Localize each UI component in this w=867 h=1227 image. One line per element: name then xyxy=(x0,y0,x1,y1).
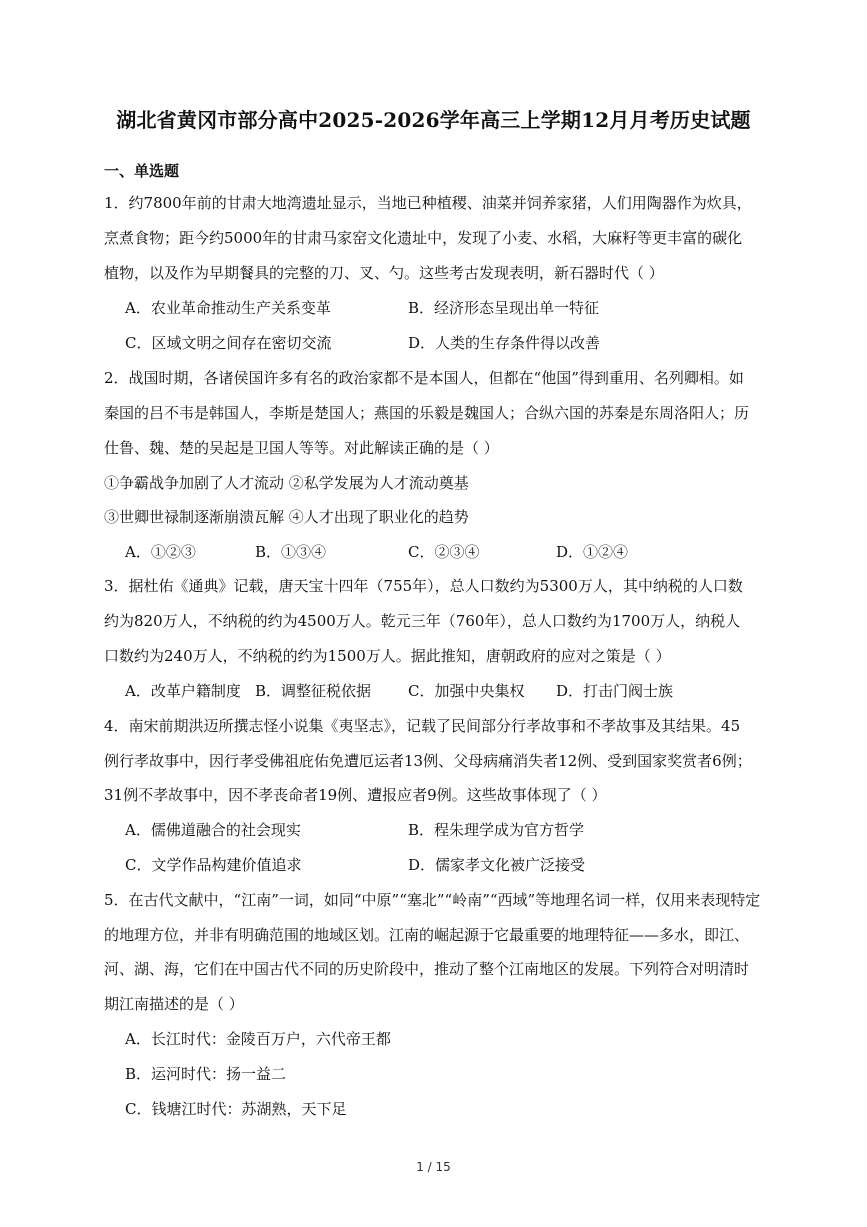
q3-option-b: B．调整征税依据 xyxy=(255,682,372,700)
q4-option-c: C．文学作品构建价值追求 xyxy=(125,856,302,874)
q2-option-d: D．①②④ xyxy=(556,543,629,561)
q5-line-4: 期江南描述的是（ ） xyxy=(104,995,244,1013)
q3-option-d: D．打击门阀士族 xyxy=(556,682,674,700)
q3-option-a: A．改革户籍制度 xyxy=(125,682,241,700)
section-heading: 一、单选题 xyxy=(104,162,180,180)
q4-line-1: 4．南宋前期洪迈所撰志怪小说集《夷坚志》，记载了民间部分行孝故事和不孝故事及其结果。45 xyxy=(104,717,741,735)
q5-line-1: 5．在古代文献中，“江南”一词，如同“中原”“塞北”“岭南”“西域”等地理名词一样，仅用来表现特定 xyxy=(104,891,761,909)
q3-option-c: C．加强中央集权 xyxy=(408,682,525,700)
q1-line-3: 植物，以及作为早期餐具的完整的刀、叉、勺。这些考古发现表明，新石器时代（ ） xyxy=(104,264,664,282)
q1-option-b: B．经济形态呈现出单一特征 xyxy=(408,299,600,317)
q1-option-a: A．农业革命推动生产关系变革 xyxy=(125,299,331,317)
q2-option-b: B．①③④ xyxy=(255,543,327,561)
q2-option-c: C．②③④ xyxy=(408,543,480,561)
q2-option-a: A．①②③ xyxy=(125,543,196,561)
page-title: 湖北省黄冈市部分高中2025-2026学年高三上学期12月月考历史试题 xyxy=(116,108,751,132)
q2-statement-1: ①争霸战争加剧了人才流动 ②私学发展为人才流动奠基 xyxy=(104,474,469,492)
q5-line-3: 河、湖、海，它们在中国古代不同的历史阶段中，推动了整个江南地区的发展。下列符合对明清时 xyxy=(104,960,750,978)
q2-line-1: 2．战国时期，各诸侯国许多有名的政治家都不是本国人，但都在“他国”得到重用、名列卿相。如 xyxy=(104,369,744,387)
q4-option-b: B．程朱理学成为官方哲学 xyxy=(408,821,585,839)
q5-line-2: 的地理方位，并非有明确范围的地域区划。江南的崛起源于它最重要的地理特征——多水，即江、 xyxy=(104,926,750,944)
q4-line-3: 31例不孝故事中，因不孝丧命者19例、遭报应者9例。这些故事体现了（ ） xyxy=(104,786,607,804)
page-number: 1 / 15 xyxy=(416,1160,451,1174)
q5-option-a: A．长江时代：金陵百万户，六代帝王都 xyxy=(125,1030,391,1048)
q2-statement-2: ③世卿世禄制逐渐崩溃瓦解 ④人才出现了职业化的趋势 xyxy=(104,508,469,526)
q1-option-d: D．人类的生存条件得以改善 xyxy=(408,334,601,352)
q5-option-c: C．钱塘江时代：苏湖熟，天下足 xyxy=(125,1100,347,1118)
q2-line-2: 秦国的吕不韦是韩国人，李斯是楚国人；燕国的乐毅是魏国人；合纵六国的苏秦是东周洛阳人；历 xyxy=(104,404,750,422)
q4-option-d: D．儒家孝文化被广泛接受 xyxy=(408,856,586,874)
q4-line-2: 例行孝故事中，因行孝受佛祖庇佑免遭厄运者13例、父母病痛消失者12例、受到国家奖赏者6例； xyxy=(104,752,752,770)
q1-line-1: 1．约7800年前的甘肃大地湾遗址显示，当地已种植稷、油菜并饲养家猪，人们用陶器作为炊具， xyxy=(104,194,752,212)
q5-option-b: B．运河时代：扬一益二 xyxy=(125,1065,287,1083)
q1-line-2: 烹煮食物；距今约5000年的甘肃马家窑文化遗址中，发现了小麦、水稻，大麻籽等更丰富的碳化 xyxy=(104,229,743,247)
q3-line-2: 约为820万人，不纳税的约为4500万人。乾元三年（760年），总人口数约为1700万人，纳税人 xyxy=(104,612,741,630)
q3-line-1: 3．据杜佑《通典》记载，唐天宝十四年（755年），总人口数约为5300万人，其中纳税的人口数 xyxy=(104,577,743,595)
q2-line-3: 仕鲁、魏、楚的吴起是卫国人等等。对此解读正确的是（ ） xyxy=(104,439,499,457)
q3-line-3: 口数约为240万人，不纳税的约为1500万人。据此推知，唐朝政府的应对之策是（ ） xyxy=(104,647,671,665)
q4-option-a: A．儒佛道融合的社会现实 xyxy=(125,821,301,839)
q1-option-c: C．区域文明之间存在密切交流 xyxy=(125,334,332,352)
